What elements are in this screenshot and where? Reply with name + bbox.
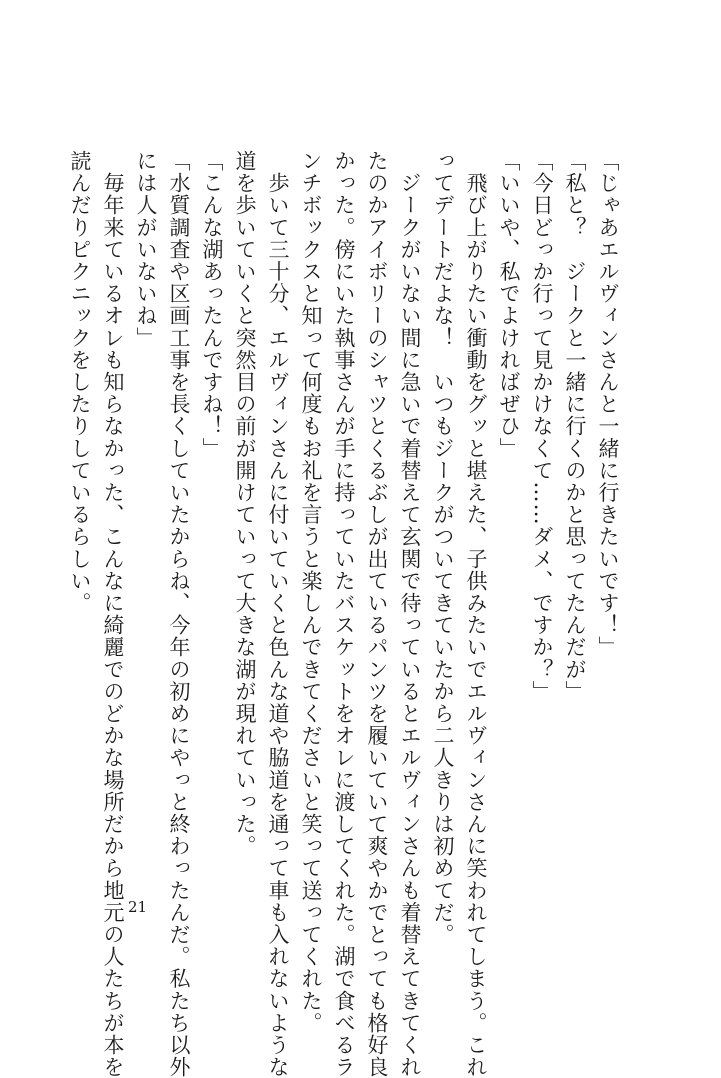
text-line: 読んだりピクニックをしたりしているらしい。 xyxy=(68,150,92,615)
text-line: 「私と？ ジークと一緒に行くのかと思ってたんだが」 xyxy=(563,150,587,703)
text-line: 毎年来ているオレも知らなかった、こんなに綺麗でのどかな場所だから地元の人たちが本を xyxy=(101,150,125,1078)
text-line: には人がいないね」 xyxy=(134,150,158,349)
text-line: 「今日どっか行って見かけなくて……ダメ、ですか？」 xyxy=(530,150,554,703)
text-line: かった。傍にいた執事さんが手に持っていたバスケットをオレに渡してくれた。湖で食べるラ xyxy=(332,150,356,1078)
text-line: 「水質調査や区画工事を長くしていたからね、今年の初めにやっと終わったんだ。私たち以外 xyxy=(167,150,191,1078)
text-line: 飛び上がりたい衝動をグッと堪えた、子供みたいでエルヴィンさんに笑われてしまう。これ xyxy=(464,150,488,1078)
page-number: 21 xyxy=(128,898,148,916)
text-line: ジークがいない間に急いで着替えて玄関で待っているとエルヴィンさんも着替えてきてくれ xyxy=(398,150,422,1078)
text-line: 歩いて三十分、エルヴィンさんに付いていくと色んな道や脇道を通って車も入れないような xyxy=(266,150,290,1078)
text-line: ンチボックスと知って何度もお礼を言うと楽しんできてくださいと笑って送ってくれた。 xyxy=(299,150,323,1034)
text-line: 「こんな湖あったんですね！」 xyxy=(200,150,224,460)
text-line: ってデートだよな！ いつもジークがついてきていたから二人きりは初めてだ。 xyxy=(431,150,455,946)
text-line: 「いいや、私でよければぜひ」 xyxy=(497,150,521,460)
text-line: たのかアイボリーのシャツとくるぶしが出ているパンツを履いていて爽やかでとっても格好良 xyxy=(365,150,389,1078)
text-line: 「じゃあエルヴィンさんと一緒に行きたいです！」 xyxy=(596,150,620,659)
text-line: 道を歩いていくと突然目の前が開けていって大きな湖が現れていった。 xyxy=(233,150,257,858)
